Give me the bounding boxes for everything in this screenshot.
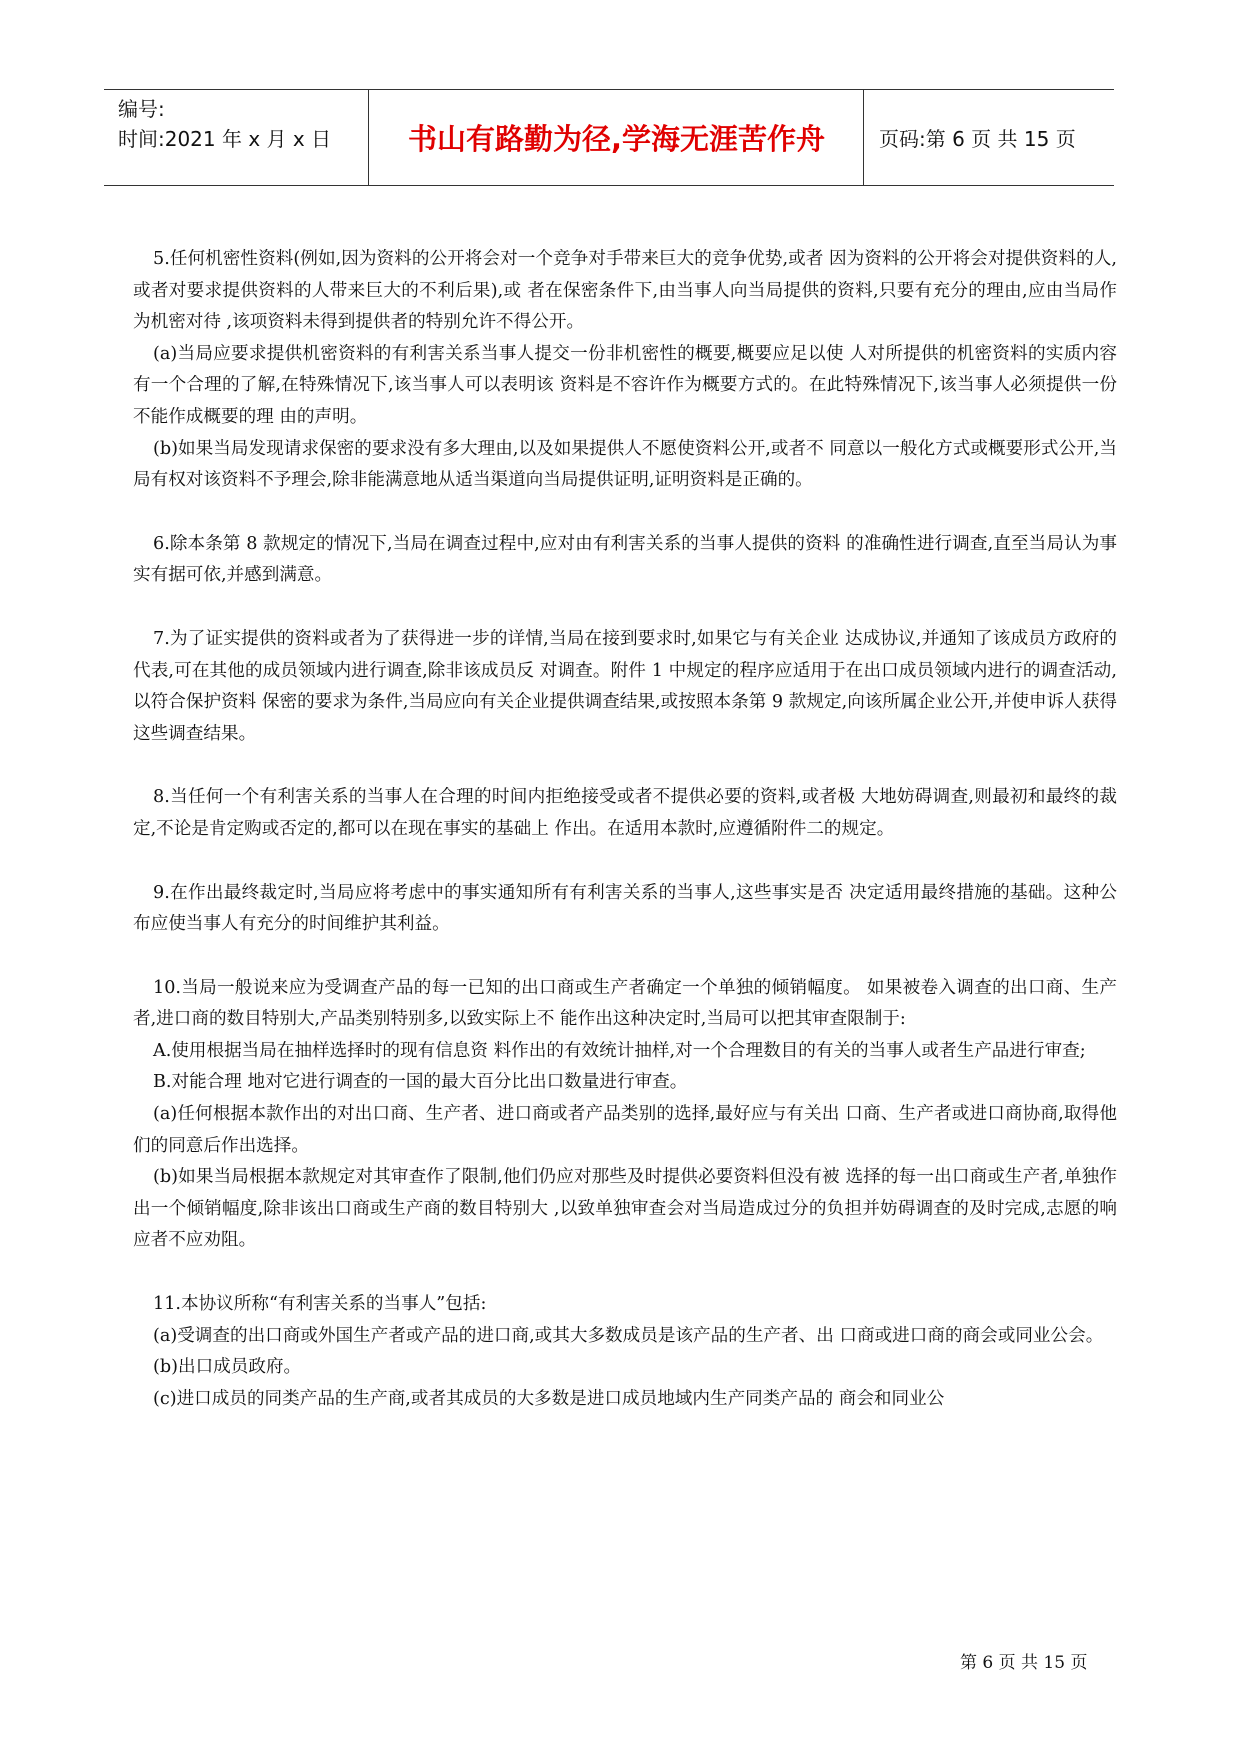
paragraph-5b: (b)如果当局发现请求保密的要求没有多大理由,以及如果提供人不愿使资料公开,或者不 同意以一般化方式或概要形式公开,当局有权对该资料不予理会,除非能满意地从适当渠道向当局提供证明,证明资料是正确的。 bbox=[133, 438, 1117, 491]
header-motto: 书山有路勤为径,学海无涯苦作舟 bbox=[407, 122, 826, 156]
paragraph-11-a: (a)受调查的出口商或外国生产者或产品的进口商,或其大多数成员是该产品的生产者、出 口商或进口商的商会或同业公会。 bbox=[153, 1325, 1104, 1346]
page-footer: 第 6 页 共 15 页 bbox=[960, 1653, 1088, 1673]
paragraph-10-a: (a)任何根据本款作出的对出口商、生产者、进口商或者产品类别的选择,最好应与有关出 口商、生产者或进口商协商,取得他们的同意后作出选择。 bbox=[133, 1104, 1117, 1156]
paragraph-10-b: (b)如果当局根据本款规定对其审查作了限制,他们仍应对那些及时提供必要资料但没有被 选择的每一出口商或生产者,单独作出一个倾销幅度,除非该出口商或生产商的数目特别大 ,以致单独审查会对当局造成过分的负担并妨碍调查的及时完成,志愿的响应者不应劝阻。 bbox=[133, 1167, 1117, 1251]
paragraph-gap bbox=[133, 941, 1117, 973]
header-divider-left bbox=[368, 90, 369, 185]
document-time-label: 时间:2021 年 x 月 x 日 bbox=[118, 127, 332, 151]
paragraph-11-b: (b)出口成员政府。 bbox=[153, 1357, 302, 1378]
page-header bbox=[104, 89, 1114, 186]
header-page-number: 页码:第 6 页 共 15 页 bbox=[879, 127, 1076, 151]
paragraph-gap bbox=[133, 750, 1117, 782]
paragraph-10-B: B.对能合理 地对它进行调查的一国的最大百分比出口数量进行审查。 bbox=[153, 1072, 688, 1093]
document-body bbox=[133, 244, 1117, 1415]
paragraph-gap bbox=[133, 1257, 1117, 1289]
paragraph-11: 11.本协议所称“有利害关系的当事人”包括: bbox=[153, 1294, 487, 1315]
paragraph-8: 8.当任何一个有利害关系的当事人在合理的时间内拒绝接受或者不提供必要的资料,或者极 大地妨碍调查,则最初和最终的裁定,不论是肯定购或否定的,都可以在现在事实的基础上 作出。在适用本款时,应遵循附件二的规定。 bbox=[133, 787, 1117, 839]
document-number-label: 编号: bbox=[118, 97, 165, 121]
paragraph-10: 10.当局一般说来应为受调查产品的每一已知的出口商或生产者确定一个单独的倾销幅度。 如果被卷入调查的出口商、生产者,进口商的数目特别大,产品类别特别多,以致实际上不 能作出这种决定时,当局可以把其审查限制于: bbox=[133, 977, 1117, 1030]
paragraph-11-c: (c)进口成员的同类产品的生产商,或者其成员的大多数是进口成员地域内生产同类产品的 商会和同业公 bbox=[153, 1388, 945, 1409]
paragraph-gap bbox=[133, 497, 1117, 529]
paragraph-6: 6.除本条第 8 款规定的情况下,当局在调查过程中,应对由有利害关系的当事人提供的资料 的准确性进行调查,直至当局认为事实有据可依,并感到满意。 bbox=[133, 533, 1117, 586]
paragraph-9: 9.在作出最终裁定时,当局应将考虑中的事实通知所有有利害关系的当事人,这些事实是否 决定适用最终措施的基础。这种公布应使当事人有充分的时间维护其利益。 bbox=[133, 882, 1117, 935]
paragraph-7: 7.为了证实提供的资料或者为了获得进一步的详情,当局在接到要求时,如果它与有关企业 达成协议,并通知了该成员方政府的代表,可在其他的成员领域内进行调查,除非该成员反 对调查。附件 1 中规定的程序应适用于在出口成员领域内进行的调查活动,以符合保护资料 保密的要求为条件,当局应向有关企业提供调查结果,或按照本条第 9 款规定,向该所属企业公开,并使申诉人获得这些调查结果。 bbox=[133, 628, 1117, 744]
paragraph-5a: (a)当局应要求提供机密资料的有利害关系当事人提交一份非机密性的概要,概要应足以使 人对所提供的机密资料的实质内容有一个合理的了解,在特殊情况下,该当事人可以表明该 资料是不容许作为概要方式的。在此特殊情况下,该当事人必须提供一份不能作成概要的理 由的声明。 bbox=[133, 343, 1117, 427]
paragraph-10-A: A.使用根据当局在抽样选择时的现有信息资 料作出的有效统计抽样,对一个合理数目的有关的当事人或者生产品进行审查; bbox=[153, 1040, 1086, 1061]
header-meta bbox=[118, 94, 368, 154]
paragraph-gap bbox=[133, 846, 1117, 878]
paragraph-5: 5.任何机密性资料(例如,因为资料的公开将会对一个竞争对手带来巨大的竞争优势,或者 因为资料的公开将会对提供资料的人,或者对要求提供资料的人带来巨大的不利后果),或 者在保密条件下,由当事人向当局提供的资料,只要有充分的理由,应由当局作为机密对待 ,该项资料未得到提供者的特别允许不得公开。 bbox=[133, 249, 1117, 333]
header-divider-right bbox=[863, 90, 864, 185]
paragraph-gap bbox=[133, 592, 1117, 624]
